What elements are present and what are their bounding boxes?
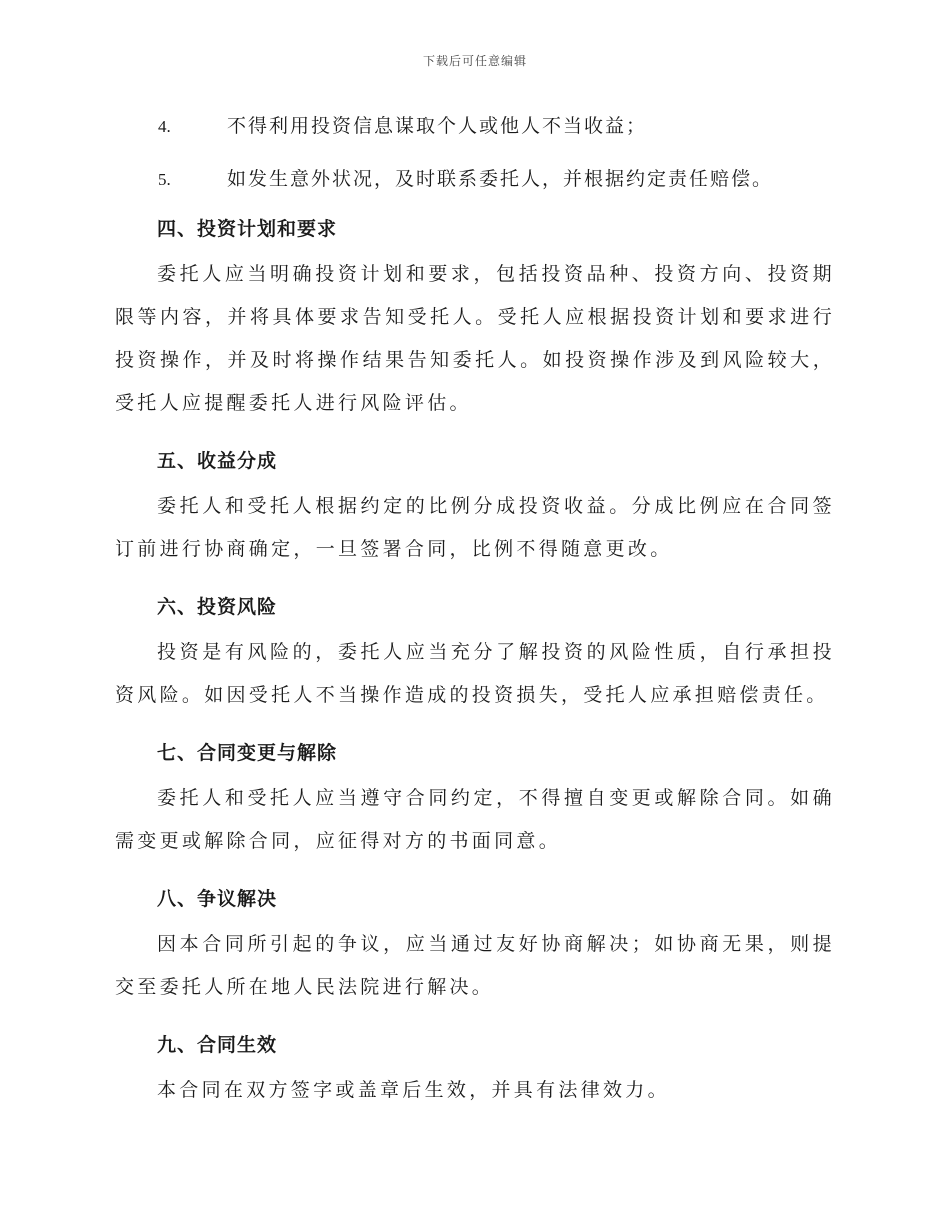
list-item-text: 如发生意外状况，及时联系委托人，并根据约定责任赔偿。: [227, 168, 774, 190]
list-item-number: 5.: [158, 170, 171, 189]
section-heading: 九、合同生效: [157, 1034, 278, 1056]
section-heading: 八、争议解决: [157, 888, 278, 910]
section-paragraph: 因本合同所引起的争议，应当通过友好协商解决；如协商无果，则提交至委托人所在地人民法院进行解决。: [115, 933, 835, 998]
list-item-text: 不得利用投资信息谋取个人或他人不当收益；: [227, 115, 648, 137]
section-heading: 七、合同变更与解除: [157, 742, 338, 764]
list-item: [115, 166, 835, 193]
list-item-number: 4.: [158, 117, 171, 136]
list-item: [115, 113, 835, 140]
section-paragraph: 委托人和受托人应当遵守合同约定，不得擅自变更或解除合同。如确需变更或解除合同，应征得对方的书面同意。: [115, 787, 835, 852]
section-heading: 六、投资风险: [157, 596, 278, 618]
section-heading: 五、收益分成: [157, 450, 278, 472]
section-heading: 四、投资计划和要求: [157, 218, 338, 240]
section-paragraph: 投资是有风险的，委托人应当充分了解投资的风险性质，自行承担投资风险。如因受托人不当操作造成的投资损失，受托人应承担赔偿责任。: [115, 641, 835, 706]
header-note: 下载后可任意编辑: [422, 54, 527, 68]
section-paragraph: 委托人应当明确投资计划和要求，包括投资品种、投资方向、投资期限等内容，并将具体要求告知受托人。受托人应根据投资计划和要求进行投资操作，并及时将操作结果告知委托人。如投资操作涉及到风险较大，受托人应提醒委托人进行风险评估。: [115, 263, 835, 414]
section-paragraph: 本合同在双方签字或盖章后生效，并具有法律效力。: [157, 1079, 670, 1101]
document-body: [115, 113, 835, 1112]
section-paragraph: 委托人和受托人根据约定的比例分成投资收益。分成比例应在合同签订前进行协商确定，一旦签署合同，比例不得随意更改。: [115, 495, 835, 560]
